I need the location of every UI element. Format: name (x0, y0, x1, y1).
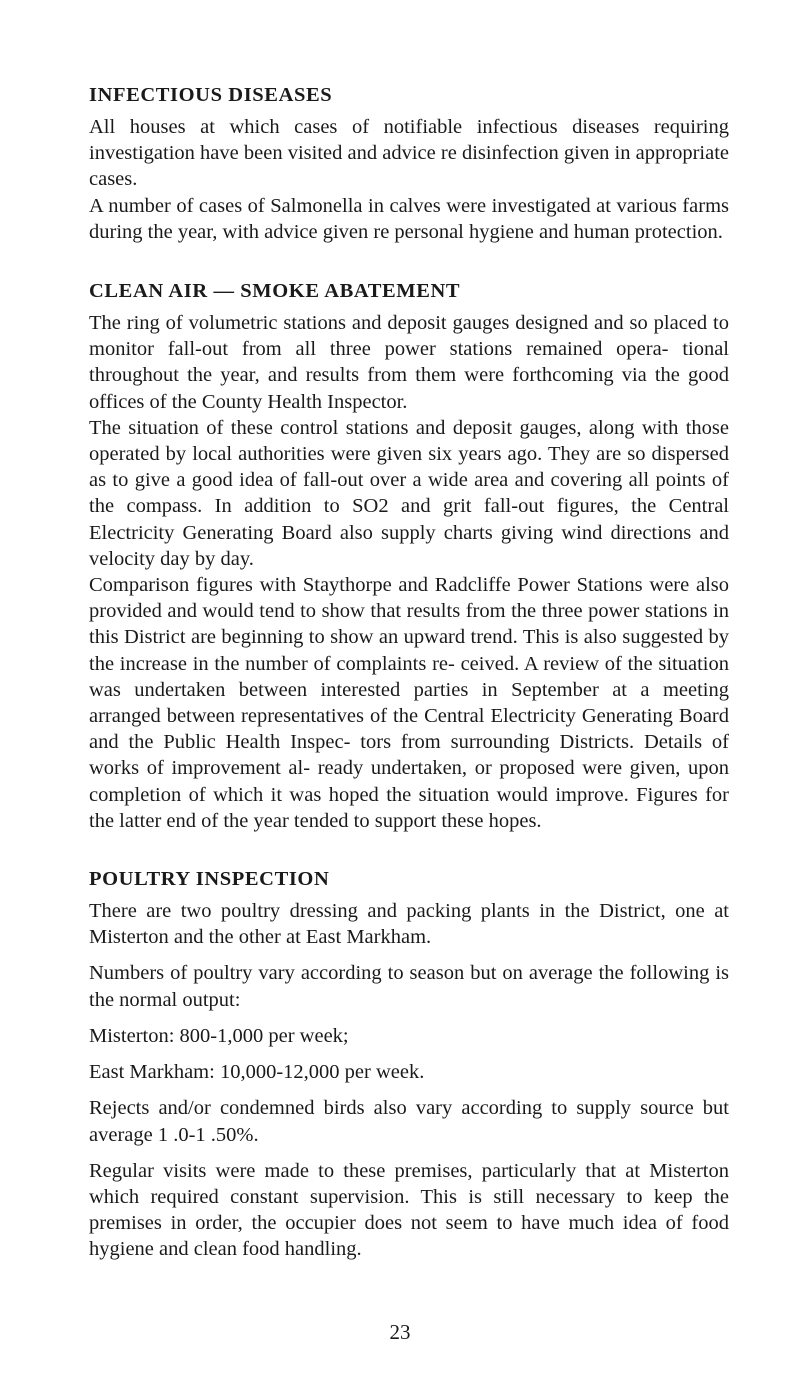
document-page (89, 82, 729, 1263)
paragraph: All houses at which cases of notifiable infectious diseases requiring investigation have been visited and advice re disinfection given in appropriate cases. (89, 116, 729, 191)
paragraph: Comparison figures with Staythorpe and Radcliffe Power Stations were also provided and would tend to show that results from the three power stations in this District are beginning to show an upward trend. This is also suggested by the increase in the number of complaints re- ceived. A review of the situation was undertaken between interested parties in September at a meeting arranged between representatives of the Central Electricity Generating Board and the Public Health Inspec- tors from surrounding Districts. Details of works of improvement al- ready undertaken, or proposed were given, upon completion of which it was hoped the situation would improve. Figures for the latter end of the year tended to support these hopes. (89, 574, 729, 832)
section-heading-infectious-diseases: INFECTIOUS DISEASES (89, 84, 333, 106)
paragraph: Numbers of poultry vary according to season but on average the following is the normal output: (89, 962, 729, 1011)
paragraph: The ring of volumetric stations and deposit gauges designed and so placed to monitor fall-out from all three power stations remained opera- tional throughout the year, and results from them were forthcoming via the good offices of the County Health Inspector. (89, 312, 729, 413)
output-line-misterton: Misterton: 800-1,000 per week; (89, 1024, 349, 1047)
paragraph: Rejects and/or condemned birds also vary according to supply source but average 1 .0-1 .50%. (89, 1097, 729, 1146)
page-number: 23 (389, 1320, 411, 1344)
paragraph: Regular visits were made to these premises, particularly that at Misterton which required constant supervision. This is still necessary to keep the premises in order, the occupier does not seem to have much idea of food hygiene and clean food handling. (89, 1159, 729, 1261)
output-line-east-markham: East Markham: 10,000-12,000 per week. (89, 1061, 425, 1084)
section-heading-clean-air: CLEAN AIR — SMOKE ABATEMENT (89, 280, 461, 303)
paragraph: A number of cases of Salmonella in calves were investigated at various farms during the year, with advice given re personal hygiene and human protection. (89, 194, 729, 243)
paragraph: The situation of these control stations and deposit gauges, along with those operated by local authorities were given six years ago. They are so dispersed as to give a good idea of fall-out over a wide area and covering all points of the compass. In addition to SO2 and grit fall-out figures, the Central Electricity Generating Board also supply charts giving wind directions and velocity day by day. (89, 416, 729, 570)
paragraph: There are two poultry dressing and packing plants in the District, one at Misterton and the other at East Markham. (89, 900, 729, 949)
section-heading-poultry-inspection: POULTRY INSPECTION (89, 868, 330, 891)
